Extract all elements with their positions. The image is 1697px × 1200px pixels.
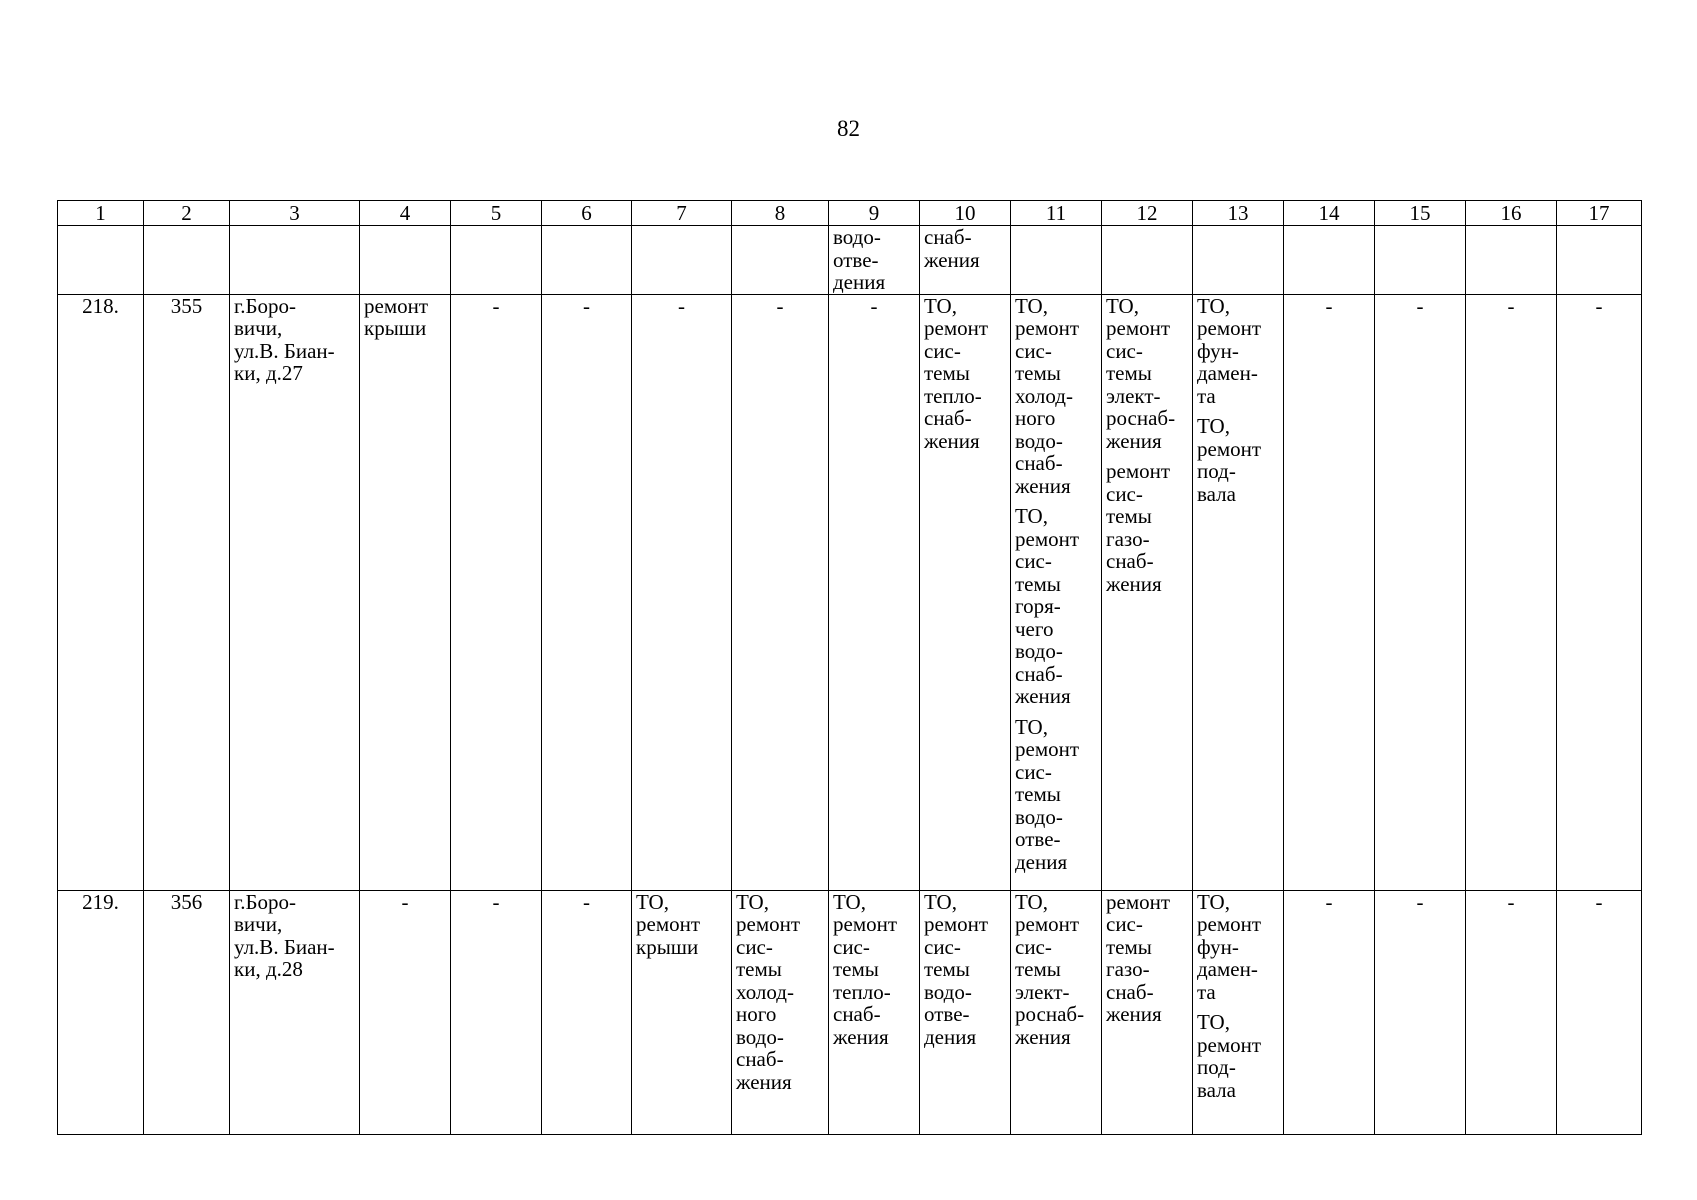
empty-value: - [451,294,542,890]
cell-line: отве- [924,1002,970,1026]
work-cell [360,294,451,890]
cell-line: ТО, [1197,414,1230,438]
cell-line: отве- [1015,827,1061,851]
address-cell [230,890,360,1134]
row-number: 219. [58,890,144,1134]
cell-line: холод- [736,979,794,1004]
cell-line: темы [1015,782,1061,806]
cell-line: элект- [1106,383,1161,408]
cell-line: сис- [1106,912,1143,936]
cell-line: водо- [736,1024,784,1049]
cell-line: жения [736,1069,792,1094]
cell-line: ТО, [1015,889,1048,914]
cell-line: водо- [1015,639,1063,663]
continuation-cell [829,226,920,295]
cell-line: снаб- [1106,979,1154,1004]
empty-value: - [1284,890,1375,1134]
work-entry [1106,295,1188,453]
table-row [58,294,1642,890]
cell-line: ул.В. Биан- [234,934,335,959]
cell-line: ТО, [1015,293,1048,318]
cell-line: темы [924,361,970,385]
cell-line: роснаб- [1015,1002,1085,1026]
cell-line: ремонт [1197,912,1262,936]
work-cell [1102,890,1193,1134]
cell-line: водо- [1015,804,1063,829]
cell-line: дамен- [1197,957,1258,981]
empty-value: - [451,890,542,1134]
cell-line: фун- [1197,934,1239,959]
works-table [57,200,1642,1135]
cell-line: ного [1015,406,1056,430]
cell-line: та [1197,383,1216,408]
cell-line: водо- [833,225,881,249]
cell-line: жения [833,1024,889,1049]
column-number: 1 [58,201,144,226]
work-entry [1106,460,1188,595]
table-row [58,890,1642,1134]
cell-line: холод- [1015,383,1073,408]
cell-line: та [1197,979,1216,1004]
cell-line: сис- [924,338,961,363]
column-number: 16 [1466,201,1557,226]
cell-line: ки, д.28 [234,957,303,981]
cell-line: ремонт [924,912,989,936]
column-number: 7 [632,201,732,226]
cell-line: под- [1197,1055,1236,1079]
cell-line: фун- [1197,338,1239,363]
column-number: 12 [1102,201,1193,226]
empty-value: - [732,294,829,890]
cell-line: ТО, [736,889,769,914]
column-number: 11 [1011,201,1102,226]
cell-line: жения [1015,684,1071,708]
work-cell [632,890,732,1134]
column-number: 15 [1375,201,1466,226]
cell-line: ремонт [1197,316,1262,340]
empty-value: - [1284,294,1375,890]
cell-line: горя- [1015,594,1061,618]
cell-line: ремонт [924,316,989,340]
cell-line: г.Боро- [234,889,297,914]
cell-line: ремонт [1015,526,1080,551]
column-number: 4 [360,201,451,226]
empty-value: - [542,890,632,1134]
empty-value: - [542,294,632,890]
work-cell [1011,294,1102,890]
cell-line: жения [1015,1024,1071,1049]
cell-line: сис- [1015,759,1052,784]
column-number: 5 [451,201,542,226]
work-entry [1015,505,1097,708]
column-number: 10 [920,201,1011,226]
column-number: 13 [1193,201,1284,226]
cell-line: ки, д.27 [234,361,303,385]
address-cell [230,294,360,890]
cell-line: сис- [1015,934,1052,959]
empty-value: - [1375,890,1466,1134]
cell-line: водо- [1015,428,1063,453]
work-entry [1015,716,1097,874]
cell-line: сис- [924,934,961,959]
column-number-header [58,201,1642,226]
cell-line: снаб- [1015,451,1063,475]
cell-line: отве- [833,247,879,272]
empty-value: - [1375,294,1466,890]
cell-line: темы [833,957,879,981]
cell-line: крыши [364,316,427,340]
cell-line: снаб- [924,406,972,430]
cell-line: крыши [636,934,699,959]
cell-line: ТО, [1106,293,1139,318]
cell-line: ремонт [636,912,701,936]
cell-line: темы [924,957,970,981]
cell-line: ТО, [924,889,957,914]
column-number: 9 [829,201,920,226]
cell-line: ТО, [636,889,669,914]
cell-line: сис- [1106,338,1143,363]
cell-line: ремонт [1106,459,1171,483]
cell-line: темы [1106,504,1152,528]
cell-line: темы [736,957,782,981]
empty-value: - [632,294,732,890]
work-entry [1197,415,1279,505]
object-id: 356 [144,890,230,1134]
column-number: 8 [732,201,829,226]
cell-line: вала [1197,1077,1236,1102]
column-number: 14 [1284,201,1375,226]
cell-line: ТО, [1197,889,1230,914]
cell-line: жения [1015,473,1071,498]
empty-value: - [829,294,920,890]
cell-line: элект- [1015,979,1070,1004]
cell-line: темы [1015,957,1061,981]
cell-line: ремонт [1015,316,1080,340]
work-cell [1193,890,1284,1134]
cell-line: вичи, [234,912,283,936]
cell-line: ремонт [1015,737,1080,761]
work-cell [1011,890,1102,1134]
empty-value: - [1466,890,1557,1134]
cell-line: сис- [1106,481,1143,506]
work-entry [1197,891,1279,1004]
cell-line: ул.В. Биан- [234,338,335,363]
cell-line: под- [1197,459,1236,483]
cell-line: дамен- [1197,361,1258,385]
cell-line: водо- [924,979,972,1004]
cell-line: снаб- [1106,549,1154,573]
cell-line: ТО, [1015,714,1048,739]
cell-line: ремонт [364,293,429,318]
cell-line: чего [1015,616,1054,641]
continuation-cell [920,226,1011,295]
cell-line: снаб- [736,1047,784,1071]
cell-line: ТО, [1197,1010,1230,1034]
empty-value: - [1557,294,1642,890]
cell-line: ТО, [1015,504,1048,528]
work-cell [1102,294,1193,890]
page-number: 82 [837,116,860,141]
cell-line: жения [924,247,980,272]
cell-line: темы [1106,934,1152,959]
work-cell [829,890,920,1134]
cell-line: дения [924,1024,977,1049]
cell-line: ремонт [1197,1032,1262,1057]
cell-line: тепло- [833,979,891,1004]
work-cell [1193,294,1284,890]
cell-line: жения [924,428,980,453]
cell-line: тепло- [924,383,982,408]
work-cell [920,890,1011,1134]
column-number: 6 [542,201,632,226]
empty-value: - [360,890,451,1134]
continuation-row [58,226,1642,295]
work-entry [1015,295,1097,498]
cell-line: жения [1106,571,1162,596]
cell-line: роснаб- [1106,406,1176,430]
cell-line: газо- [1106,526,1150,551]
work-cell [920,294,1011,890]
column-number: 3 [230,201,360,226]
cell-line: сис- [1015,338,1052,363]
cell-line: ТО, [924,293,957,318]
work-entry [1197,295,1279,408]
row-number: 218. [58,294,144,890]
cell-line: газо- [1106,957,1150,981]
cell-line: дения [833,270,886,294]
cell-line: снаб- [1015,661,1063,686]
column-number: 17 [1557,201,1642,226]
cell-line: жения [1106,428,1162,453]
cell-line: ремонт [1106,316,1171,340]
cell-line: ТО, [833,889,866,914]
cell-line: ремонт [736,912,801,936]
cell-line: вала [1197,481,1236,506]
work-cell [732,890,829,1134]
cell-line: сис- [736,934,773,959]
cell-line: ремонт [833,912,898,936]
cell-line: ремонт [1106,889,1171,914]
cell-line: темы [1015,571,1061,596]
object-id: 355 [144,294,230,890]
cell-line: жения [1106,1002,1162,1026]
cell-line: снаб- [833,1002,881,1026]
empty-value: - [1466,294,1557,890]
cell-line: сис- [1015,549,1052,573]
cell-line: сис- [833,934,870,959]
cell-line: ремонт [1015,912,1080,936]
column-number: 2 [144,201,230,226]
cell-line: темы [1015,361,1061,385]
cell-line: дения [1015,849,1068,874]
cell-line: ного [736,1002,777,1026]
cell-line: снаб- [924,225,972,249]
cell-line: г.Боро- [234,293,297,318]
empty-value: - [1557,890,1642,1134]
cell-line: темы [1106,361,1152,385]
work-entry [1197,1011,1279,1101]
cell-line: вичи, [234,316,283,340]
cell-line: ТО, [1197,293,1230,318]
cell-line: ремонт [1197,436,1262,461]
